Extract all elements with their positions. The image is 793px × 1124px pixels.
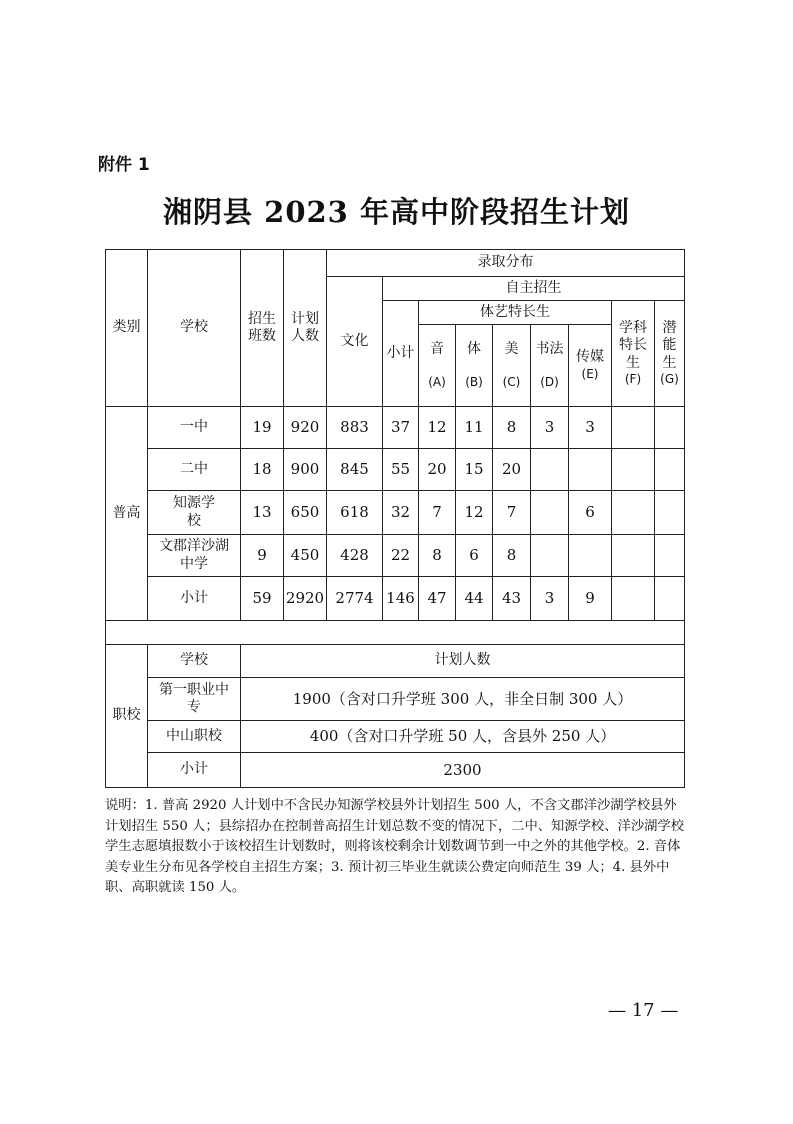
school-name: 一中 — [148, 407, 241, 449]
school-name: 小计 — [148, 753, 241, 788]
art-label: 美 — [504, 341, 519, 358]
subject-value — [612, 535, 655, 577]
enrollment-plan-table — [105, 249, 685, 788]
table-row — [106, 535, 685, 577]
subject-value — [612, 449, 655, 491]
planned-value: 650 — [284, 491, 327, 535]
calligraphy-value — [531, 535, 569, 577]
classes-value: 9 — [241, 535, 284, 577]
calligraphy-value: 3 — [531, 577, 569, 621]
music-code: (A) — [428, 374, 446, 389]
header-self-recruit: 自主招生 — [383, 277, 685, 301]
music-value: 8 — [419, 535, 456, 577]
header-music — [419, 325, 456, 407]
potential-value — [655, 535, 685, 577]
explanation-note: 说明：1. 普高 2920 人计划中不含民办知源学校县外计划招生 500 人，不含文郡洋沙湖学校县外计划招生 550 人；县综招办在控制普高招生计划总数不变的情况下，二中、知源学校、洋沙湖学校学生志愿填报数小于该校招生计划数时，则将该校剩余计划数调节到一中之外的其他学校。2. 音体美专业生分布见各学校自主招生方案；3. 预计初三毕业生就读公费定向师范生 39 人；4. 县外中职、高职就读 150 人。 — [105, 798, 685, 895]
planned-value: 450 — [284, 535, 327, 577]
table-row — [106, 491, 685, 535]
subtotal-value: 37 — [383, 407, 419, 449]
header-admission-distribution: 录取分布 — [327, 250, 685, 277]
header-arts-sports: 体艺特长生 — [419, 301, 612, 325]
header-potential — [655, 301, 685, 407]
classes-value: 19 — [241, 407, 284, 449]
sports-value: 44 — [456, 577, 493, 621]
calligraphy-value — [531, 449, 569, 491]
table-row — [106, 577, 685, 621]
media-value — [569, 449, 612, 491]
subject-value — [612, 491, 655, 535]
culture-value: 845 — [327, 449, 383, 491]
art-value: 8 — [493, 407, 531, 449]
header-subject-talent — [612, 301, 655, 407]
header-art — [493, 325, 531, 407]
vocational-planned-value: 400（含对口升学班 50 人，含县外 250 人） — [241, 721, 685, 753]
category-vocational: 职校 — [106, 645, 148, 788]
calligraphy-label: 书法 — [535, 341, 564, 358]
sports-code: (B) — [465, 374, 483, 389]
header-media — [569, 325, 612, 407]
music-value: 12 — [419, 407, 456, 449]
vocational-planned-header: 计划人数 — [241, 645, 685, 678]
subject-talent-code: (F) — [624, 372, 642, 387]
potential-value — [655, 577, 685, 621]
table-row — [106, 407, 685, 449]
table-row — [106, 645, 685, 678]
potential-value — [655, 491, 685, 535]
header-classes: 招生班数 — [241, 250, 284, 407]
art-value: 43 — [493, 577, 531, 621]
art-value: 8 — [493, 535, 531, 577]
sports-value: 11 — [456, 407, 493, 449]
media-value — [569, 535, 612, 577]
header-planned: 计划人数 — [284, 250, 327, 407]
school-name: 小计 — [148, 577, 241, 621]
subject-value — [612, 407, 655, 449]
planned-value: 2920 — [284, 577, 327, 621]
category-general-high: 普高 — [106, 407, 148, 621]
school-name: 知源学校 — [148, 491, 241, 535]
music-value: 47 — [419, 577, 456, 621]
music-value: 7 — [419, 491, 456, 535]
table-row — [106, 449, 685, 491]
subtotal-value: 32 — [383, 491, 419, 535]
media-value: 3 — [569, 407, 612, 449]
table-row — [106, 678, 685, 721]
potential-code: (G) — [660, 372, 679, 387]
subject-talent-label: 学科特长生 — [619, 319, 647, 371]
planned-value: 900 — [284, 449, 327, 491]
art-value: 7 — [493, 491, 531, 535]
potential-value — [655, 407, 685, 449]
music-label: 音 — [430, 341, 444, 358]
art-code: (C) — [502, 374, 521, 389]
table-row — [106, 753, 685, 788]
spacer-cell — [106, 621, 685, 645]
sports-value: 12 — [456, 491, 493, 535]
subtotal-value: 55 — [383, 449, 419, 491]
sports-value: 15 — [456, 449, 493, 491]
classes-value: 13 — [241, 491, 284, 535]
art-value: 20 — [493, 449, 531, 491]
media-label: 传媒 — [576, 349, 604, 366]
sports-value: 6 — [456, 535, 493, 577]
attachment-label: 附件 1 — [98, 155, 150, 175]
vocational-planned-value: 2300 — [241, 753, 685, 788]
calligraphy-value: 3 — [531, 407, 569, 449]
culture-value: 883 — [327, 407, 383, 449]
culture-value: 618 — [327, 491, 383, 535]
calligraphy-code: (D) — [540, 374, 559, 389]
vocational-school-header: 学校 — [148, 645, 241, 678]
header-calligraphy — [531, 325, 569, 407]
subtotal-value: 146 — [383, 577, 419, 621]
calligraphy-value — [531, 491, 569, 535]
subtotal-value: 22 — [383, 535, 419, 577]
spacer-row — [106, 621, 685, 645]
potential-label: 潜能生 — [662, 319, 677, 371]
header-school: 学校 — [148, 250, 241, 407]
classes-value: 59 — [241, 577, 284, 621]
vocational-planned-value: 1900（含对口升学班 300 人，非全日制 300 人） — [241, 678, 685, 721]
school-name: 二中 — [148, 449, 241, 491]
header-subtotal: 小计 — [383, 301, 419, 407]
subject-value — [612, 577, 655, 621]
school-name: 中山职校 — [148, 721, 241, 753]
header-sports — [456, 325, 493, 407]
page-title: 湘阴县 2023 年高中阶段招生计划 — [163, 195, 630, 229]
header-culture: 文化 — [327, 277, 383, 407]
header-category: 类别 — [106, 250, 148, 407]
table-row — [106, 721, 685, 753]
planned-value: 920 — [284, 407, 327, 449]
school-name: 文郡洋沙湖中学 — [148, 535, 241, 577]
classes-value: 18 — [241, 449, 284, 491]
sports-label: 体 — [467, 341, 481, 358]
culture-value: 2774 — [327, 577, 383, 621]
media-code: (E) — [581, 366, 599, 381]
school-name: 第一职业中专 — [148, 678, 241, 721]
media-value: 9 — [569, 577, 612, 621]
media-value: 6 — [569, 491, 612, 535]
culture-value: 428 — [327, 535, 383, 577]
page-number: — 17 — — [608, 1000, 679, 1021]
music-value: 20 — [419, 449, 456, 491]
potential-value — [655, 449, 685, 491]
